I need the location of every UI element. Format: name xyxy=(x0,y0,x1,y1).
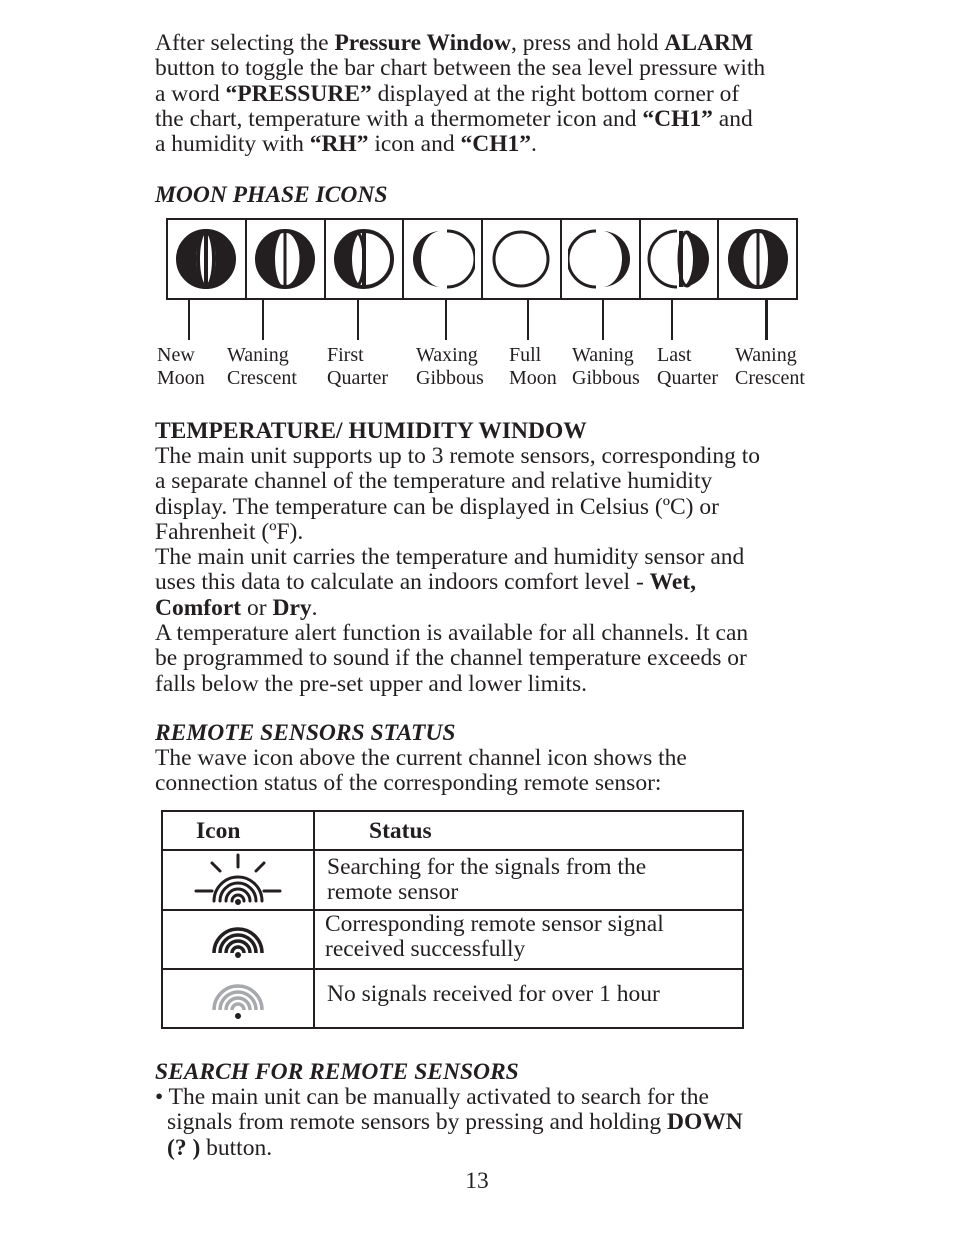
moon-cell-waning-gibbous xyxy=(562,220,641,298)
moon-label-waning-crescent-2: Waning Crescent xyxy=(735,344,805,389)
moon-label-waning-crescent: Waning Crescent xyxy=(227,344,297,389)
moon-cell-first-quarter xyxy=(326,220,405,298)
col-header-status: Status xyxy=(369,818,432,844)
col-header-icon: Icon xyxy=(196,818,241,844)
status-text: Searching for the signals from the remote sensor xyxy=(327,854,647,905)
table-header-row xyxy=(163,812,742,851)
table-row xyxy=(163,849,742,911)
searching-signal-icon xyxy=(190,851,286,907)
search-sensors-heading: SEARCH FOR REMOTE SENSORS xyxy=(155,1059,519,1085)
leader-line xyxy=(671,300,673,340)
moon-phase-heading: MOON PHASE ICONS xyxy=(155,182,388,208)
column-divider xyxy=(313,812,315,1027)
moon-label-first-quarter: First Quarter xyxy=(327,344,389,389)
signal-received-icon xyxy=(208,919,268,959)
leader-line xyxy=(262,300,264,340)
leader-line xyxy=(188,300,190,340)
moon-cell-waxing-gibbous xyxy=(404,220,483,298)
temp-humidity-heading: TEMPERATURE/ HUMIDITY WINDOW xyxy=(155,418,587,444)
table-row xyxy=(163,968,742,1029)
temp-humidity-paragraph: The main unit supports up to 3 remote sensors, corresponding to a separate channel of the temperature and relative humidity display. The temperature can be displayed in Celsius (ºC) or Fahrenheit (ºF). The main unit carries the temperature and humidity sensor and uses this data to calculate an indoors comfort level - Wet, Comfort or Dry. A temperature alert function is available for all channels. It can be programmed to sound if the channel temperature exceeds or falls below the pre-set upper and lower limits. xyxy=(155,443,761,697)
leader-line xyxy=(357,300,359,340)
page-number: 13 xyxy=(465,1168,489,1194)
leader-line xyxy=(765,300,768,340)
status-text: No signals received for over 1 hour xyxy=(327,981,660,1007)
first-quarter-icon xyxy=(332,227,396,291)
table-row xyxy=(163,909,742,970)
leader-line xyxy=(445,300,447,340)
leader-line xyxy=(602,300,604,340)
moon-cell-full xyxy=(483,220,562,298)
waning-crescent-icon xyxy=(253,227,317,291)
moon-label-last-quarter: Last Quarter xyxy=(657,344,719,389)
moon-label-waning-gibbous: Waning Gibbous xyxy=(572,344,640,389)
moon-cell-last-quarter xyxy=(641,220,720,298)
moon-cell-waning-crescent-2 xyxy=(719,220,796,298)
remote-sensors-paragraph: The wave icon above the current channel icon shows the connection status of the corresponding remote sensor: xyxy=(155,745,687,797)
no-signal-icon xyxy=(208,976,268,1020)
waxing-gibbous-icon xyxy=(411,227,475,291)
moon-phase-strip xyxy=(166,218,798,300)
moon-label-new: New Moon xyxy=(157,344,205,389)
status-table xyxy=(161,810,744,1029)
intro-paragraph: After selecting the Pressure Window, press and hold ALARM button to toggle the bar chart between the sea level pressure with a word “PRESSURE” displayed at the right bottom corner of the chart, temperature with a thermometer icon and “CH1” and a humidity with “RH” icon and “CH1”. xyxy=(155,30,766,158)
remote-sensors-heading: REMOTE SENSORS STATUS xyxy=(155,720,456,746)
moon-cell-waning-crescent-1 xyxy=(247,220,326,298)
full-moon-icon xyxy=(489,227,553,291)
status-text: Corresponding remote sensor signal received successfully xyxy=(325,911,664,962)
new-moon-icon xyxy=(174,227,238,291)
search-sensors-paragraph: • The main unit can be manually activated to search for the signals from remote sensors by pressing and holding DOWN (? ) button. xyxy=(155,1084,743,1161)
moon-cell-new xyxy=(168,220,247,298)
last-quarter-icon xyxy=(647,227,711,291)
moon-label-waxing-gibbous: Waxing Gibbous xyxy=(416,344,484,389)
waning-crescent-icon xyxy=(726,227,790,291)
leader-line xyxy=(527,300,529,340)
waning-gibbous-icon xyxy=(568,227,632,291)
moon-label-full: Full Moon xyxy=(509,344,557,389)
